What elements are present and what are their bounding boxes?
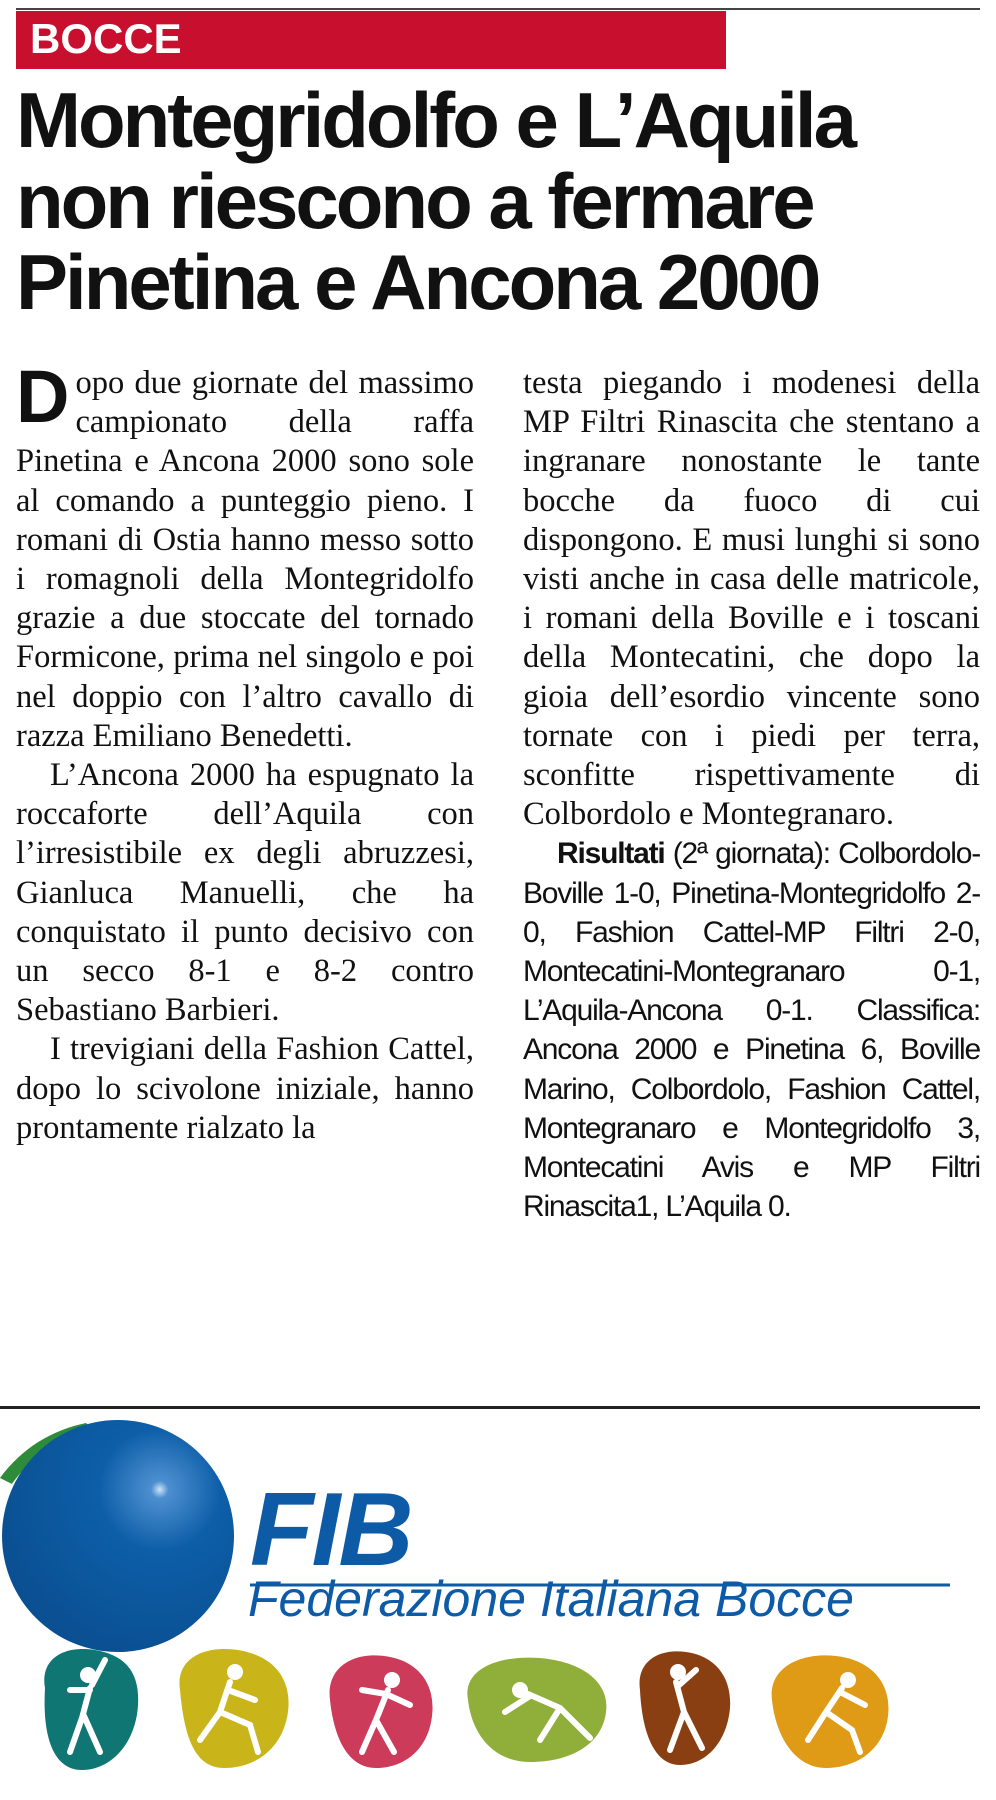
section-kicker-label: BOCCE: [30, 15, 182, 62]
top-rule: [16, 8, 980, 10]
article-paragraph-3-start: I trevigiani della Fashion Cattel, dopo lo scivolone iniziale, hanno prontamente rialzato la: [16, 1031, 474, 1146]
article-paragraph-1: [16, 355, 474, 756]
bocce-ball-icon: [2, 1420, 234, 1652]
headline-line-1: Montegridolfo e L’Aquila: [16, 76, 854, 164]
fib-initials: FIB: [250, 1472, 412, 1588]
article-paragraph-2: L’Ancona 2000 ha espugnato la roccaforte dell’Aquila con l’irresistibile ex degli abruzzesi, Gianluca Manuelli, che ha conquistato il punto decisivo con un secco 8-1 e 8-2 contro Sebastiano Barbieri.: [16, 757, 474, 1029]
results-label: Risultati: [557, 837, 665, 871]
headline-line-3: Pinetina e Ancona 2000: [16, 238, 819, 326]
headline: [16, 76, 980, 326]
bocce-player-pink-icon: [330, 1655, 433, 1768]
bocce-player-orange-icon: [772, 1655, 889, 1768]
article-paragraph-1-text: opo due giornate del massimo campionato della raffa Pinetina e Ancona 2000 sono sole al comando a punteggio pieno. I romani di Ostia hanno messo sotto i romagnoli della Montegridolfo grazie a due stoccate del tornado Formicone, prima nel singolo e poi nel doppio con l’altro cavallo di razza Emiliano Benedetti.: [16, 365, 474, 754]
section-divider: [0, 1406, 980, 1409]
bocce-player-green-icon: [467, 1658, 606, 1762]
article-column-left: [16, 355, 474, 1148]
bocce-player-brown-icon: [640, 1651, 731, 1765]
results-text: (2ª giornata): Colbordolo-Boville 1-0, Pinetina-Montegridolfo 2-0, Fashion Cattel-MP Filtri 2-0, Montecatini-Montegranaro 0-1, L’Aquila-Ancona 0-1. Classifica: Ancona 2000 e Pinetina 6, Boville Marino, Colbordolo, Fashion Cattel, Montegranaro e Montegridolfo 3, Montecatini Avis e MP Filtri Rinascita1, L’Aquila 0.: [523, 837, 980, 1224]
section-kicker: [16, 11, 726, 69]
article-column-right: [523, 364, 980, 1226]
drop-cap: D: [16, 355, 70, 438]
results-block: [523, 834, 980, 1226]
headline-line-2: non riescono a fermare: [16, 157, 813, 245]
bocce-player-teal-icon: [44, 1649, 138, 1770]
bocce-player-yellow-icon: [179, 1649, 288, 1768]
fib-full-name: Federazione Italiana Bocce: [248, 1571, 854, 1627]
article-paragraph-3-end: testa piegando i modenesi della MP Filtri Rinascita che stentano a ingranare nonostante le tante bocche da fuoco di cui dispongono. E musi lunghi si sono visti anche in casa delle matricole, i romani della Boville e i toscani della Montecatini, che dopo la gioia dell’esordio vincente sono tornate con i piedi per terra, sconfitte rispettivamente di Colbordolo e Montegranaro.: [523, 365, 980, 833]
